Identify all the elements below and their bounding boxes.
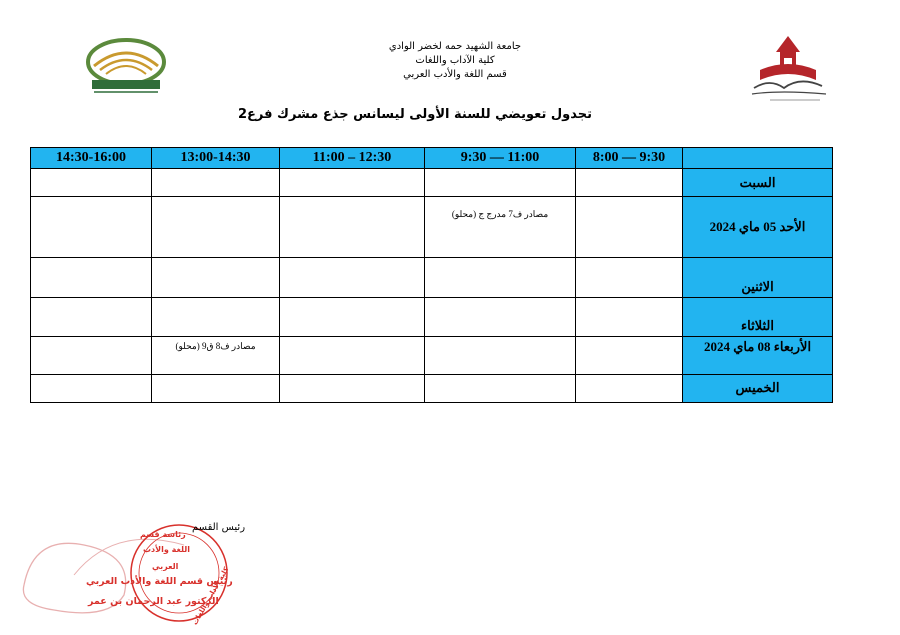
schedule-cell bbox=[576, 337, 683, 374]
schedule-cell bbox=[576, 298, 683, 337]
session-entry: مصادر ف7 مدرج ج (محلو) bbox=[451, 209, 549, 220]
schedule-cell bbox=[425, 337, 576, 374]
table-row bbox=[31, 197, 833, 257]
schedule-cell bbox=[31, 257, 152, 297]
signature-label: رئيس القسم bbox=[192, 522, 246, 533]
time-slot-header: 13:00-14:30 bbox=[152, 148, 280, 169]
schedule-cell bbox=[280, 169, 425, 197]
table-row bbox=[31, 337, 833, 374]
schedule-cell bbox=[152, 257, 280, 297]
schedule-cell bbox=[31, 298, 152, 337]
time-slot-header: 8:00 — 9:30 bbox=[576, 148, 683, 169]
schedule-cell bbox=[425, 169, 576, 197]
day-cell bbox=[683, 197, 833, 257]
schedule-cell bbox=[31, 197, 152, 257]
schedule-cell bbox=[152, 169, 280, 197]
schedule-cell bbox=[280, 374, 425, 402]
stamp-line: كلية الآداب واللغات bbox=[190, 565, 231, 627]
university-logo-icon bbox=[84, 36, 168, 94]
day-label: الأحد 05 ماي 2024 bbox=[709, 219, 806, 235]
table-row bbox=[31, 169, 833, 197]
session-entry: مصادر ف8 ق9 (محلو) bbox=[175, 341, 256, 352]
department-name: قسم اللغة والأدب العربي bbox=[403, 69, 507, 80]
schedule-cell bbox=[31, 169, 152, 197]
schedule-cell bbox=[280, 337, 425, 374]
schedule-cell bbox=[425, 374, 576, 402]
day-cell bbox=[683, 169, 833, 197]
university-name: جامعة الشهيد حمه لخضر الوادي bbox=[388, 41, 522, 52]
day-label: السبت bbox=[739, 174, 776, 190]
day-cell bbox=[683, 374, 833, 402]
schedule-cell bbox=[576, 374, 683, 402]
schedule-cell bbox=[31, 337, 152, 374]
schedule-cell bbox=[280, 257, 425, 297]
time-slot-header: 14:30-16:00 bbox=[31, 148, 152, 169]
stamp-line: اللغة والأدب bbox=[143, 545, 190, 554]
day-label: الأربعاء 08 ماي 2024 bbox=[703, 339, 812, 355]
schedule-cell bbox=[280, 197, 425, 257]
day-label: الاثنين bbox=[741, 279, 774, 295]
page-title: تجدول تعويضي للسنة الأولى ليسانس جذع مشرك فرع2 bbox=[238, 107, 592, 122]
table-row bbox=[31, 298, 833, 337]
schedule-cell bbox=[280, 298, 425, 337]
schedule-cell bbox=[31, 374, 152, 402]
stamp-line: رئيس قسم اللغة والأدب العربي bbox=[86, 576, 233, 587]
stamp-line: الدكتور عبد الرحمان بن عمر bbox=[88, 596, 219, 607]
faculty-name: كلية الآداب واللغات bbox=[415, 55, 495, 66]
day-cell bbox=[683, 337, 833, 374]
schedule-cell bbox=[152, 374, 280, 402]
schedule-cell bbox=[152, 337, 280, 374]
schedule-cell bbox=[425, 298, 576, 337]
day-label: الثلاثاء bbox=[741, 318, 774, 334]
schedule-cell bbox=[576, 197, 683, 257]
day-header bbox=[683, 148, 833, 169]
stamp-line: العربي bbox=[152, 562, 179, 571]
day-cell bbox=[683, 298, 833, 337]
schedule-cell bbox=[576, 169, 683, 197]
schedule-cell bbox=[425, 257, 576, 297]
table-row bbox=[31, 257, 833, 297]
table-row bbox=[31, 374, 833, 402]
schedule-cell bbox=[576, 257, 683, 297]
schedule-cell bbox=[152, 197, 280, 257]
stamp-line: رئاسة قسم bbox=[140, 530, 186, 539]
schedule-cell bbox=[152, 298, 280, 337]
time-slot-header: 11:00 – 12:30 bbox=[280, 148, 425, 169]
day-cell bbox=[683, 257, 833, 297]
schedule-table bbox=[30, 147, 833, 403]
schedule-cell bbox=[425, 197, 576, 257]
time-slot-header: 9:30 — 11:00 bbox=[425, 148, 576, 169]
table-header-row bbox=[31, 148, 833, 169]
faculty-logo-icon bbox=[740, 30, 836, 110]
day-label: الخميس bbox=[735, 380, 780, 396]
